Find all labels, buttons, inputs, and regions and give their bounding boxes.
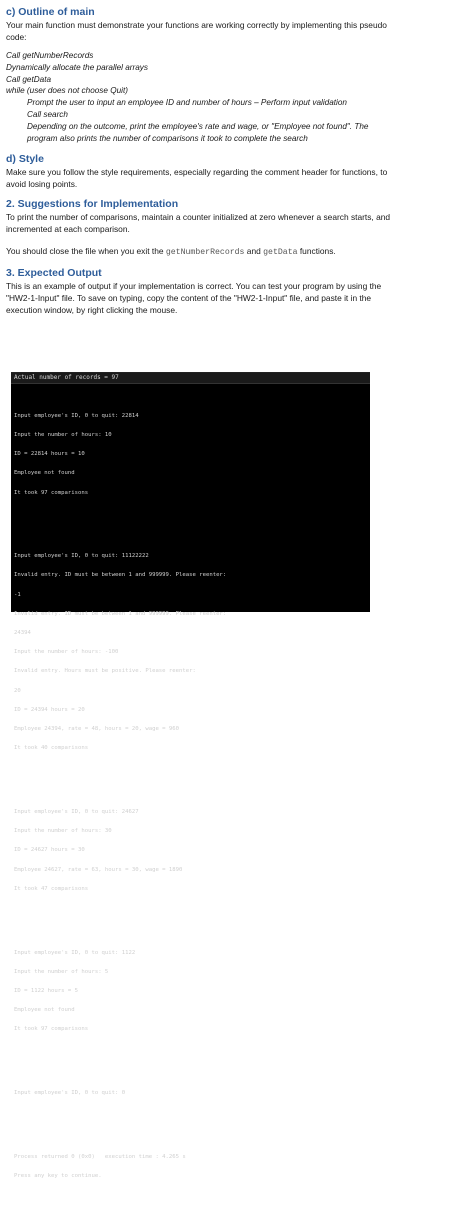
console-output-window: [11, 372, 370, 1179]
close-note-mid: and: [244, 246, 264, 257]
console-line: ID = 24394 hours = 20: [14, 706, 85, 713]
code-getdata: getData: [263, 248, 298, 258]
pseudocode-line: while (user does not choose Quit): [6, 86, 128, 96]
console-line: ID = 22814 hours = 10: [14, 451, 85, 458]
console-body: [11, 384, 370, 1205]
console-line: Invalid entry. Hours must be positive. Please reenter:: [14, 668, 196, 675]
section-c-heading: c) Outline of main: [6, 6, 95, 18]
section-c-intro-line-1: Your main function must demonstrate your functions are working correctly by implementing this pseudo: [6, 20, 387, 30]
console-line: Press any key to continue.: [14, 1172, 102, 1179]
pseudocode-line: program also prints the number of comparisons it took to complete the search: [27, 133, 308, 143]
section-c-intro-line-2: code:: [6, 32, 27, 42]
console-line: ID = 24627 hours = 30: [14, 847, 85, 854]
code-getnumberrecords: getNumberRecords: [165, 248, 245, 258]
console-block-5: [14, 1077, 367, 1109]
console-block-1: [14, 400, 367, 509]
console-line: Input employee's ID, 0 to quit: 0: [14, 1090, 126, 1097]
console-block-4: [14, 937, 367, 1046]
console-line: 24394: [14, 630, 31, 637]
console-line: Invalid entry. ID must be between 1 and 999999. Please reenter:: [14, 572, 227, 579]
console-line: Employee 24627, rate = 63, hours = 30, wage = 1890: [14, 866, 183, 873]
pseudocode-line: Call search: [27, 109, 68, 119]
console-line: It took 97 comparisons: [14, 489, 89, 496]
console-line: It took 97 comparisons: [14, 1026, 89, 1033]
console-line: Employee not found: [14, 470, 75, 477]
console-line: Input the number of hours: 5: [14, 968, 109, 975]
section-3-text-line-1: This is an example of output if your implementation is correct. You can test your program by using the: [6, 281, 382, 292]
pseudocode-line: Call getData: [6, 74, 52, 84]
console-line: Input employee's ID, 0 to quit: 24627: [14, 809, 139, 815]
section-d-text-line-1: Make sure you follow the style requirements, especially regarding the comment header for functions, to: [6, 167, 388, 178]
close-note-post: functions.: [297, 246, 336, 257]
console-line: 20: [14, 687, 21, 694]
console-line: -1: [14, 591, 21, 598]
console-line: Input employee's ID, 0 to quit: 22814: [14, 412, 139, 419]
section-2-heading: 2. Suggestions for Implementation: [6, 198, 179, 211]
console-line: Input the number of hours: 10: [14, 431, 112, 438]
pseudocode-line: Dynamically allocate the parallel arrays: [6, 62, 148, 72]
pseudocode-block: [6, 50, 468, 144]
console-line: Employee 24394, rate = 48, hours = 20, wage = 960: [14, 726, 180, 733]
console-line: Input employee's ID, 0 to quit: 1122: [14, 949, 136, 956]
close-note-pre: You should close the file when you exit the: [6, 246, 166, 257]
pseudocode-line: Prompt the user to input an employee ID and number of hours – Perform input validation: [27, 98, 347, 108]
section-d-text-line-2: avoid losing points.: [6, 179, 78, 190]
console-line: It took 40 comparisons: [14, 745, 89, 752]
pseudocode-line: Depending on the outcome, print the employee's rate and wage, or "Employee not found". The: [27, 121, 369, 131]
section-2-text-line-1: To print the number of comparisons, maintain a counter initialized at zero whenever a search starts, and: [6, 212, 391, 223]
console-line: It took 47 comparisons: [14, 885, 89, 892]
section-d-heading: d) Style: [6, 153, 44, 166]
section-3-text-line-3: execution window, by right clicking the mouse.: [6, 305, 178, 316]
section-2-close-file-note: [6, 245, 468, 259]
section-3-heading: 3. Expected Output: [6, 267, 102, 280]
section-2-text-line-2: incremented at each comparison.: [6, 224, 130, 235]
console-line: Invalid entry. ID must be between 1 and 999999. Please reenter:: [14, 610, 227, 617]
console-line: Process returned 0 (0x0) execution time : 4.265 s: [14, 1153, 186, 1160]
console-block-3: [14, 796, 367, 905]
console-line: Employee not found: [14, 1007, 75, 1014]
console-line: Input the number of hours: 30: [14, 828, 112, 835]
pseudocode-line: Call getNumberRecords: [6, 51, 94, 60]
console-header-line: Actual number of records = 97: [11, 373, 370, 384]
console-line: Input employee's ID, 0 to quit: 11122222: [14, 553, 149, 560]
console-line: ID = 1122 hours = 5: [14, 987, 78, 994]
section-3-text-line-2: "HW2-1-Input" file. To save on typing, copy the content of the "HW2-1-Input" file, and paste it in the: [6, 293, 372, 304]
console-line: Input the number of hours: -100: [14, 649, 119, 656]
console-block-2: [14, 540, 367, 764]
console-block-6: [14, 1141, 367, 1192]
